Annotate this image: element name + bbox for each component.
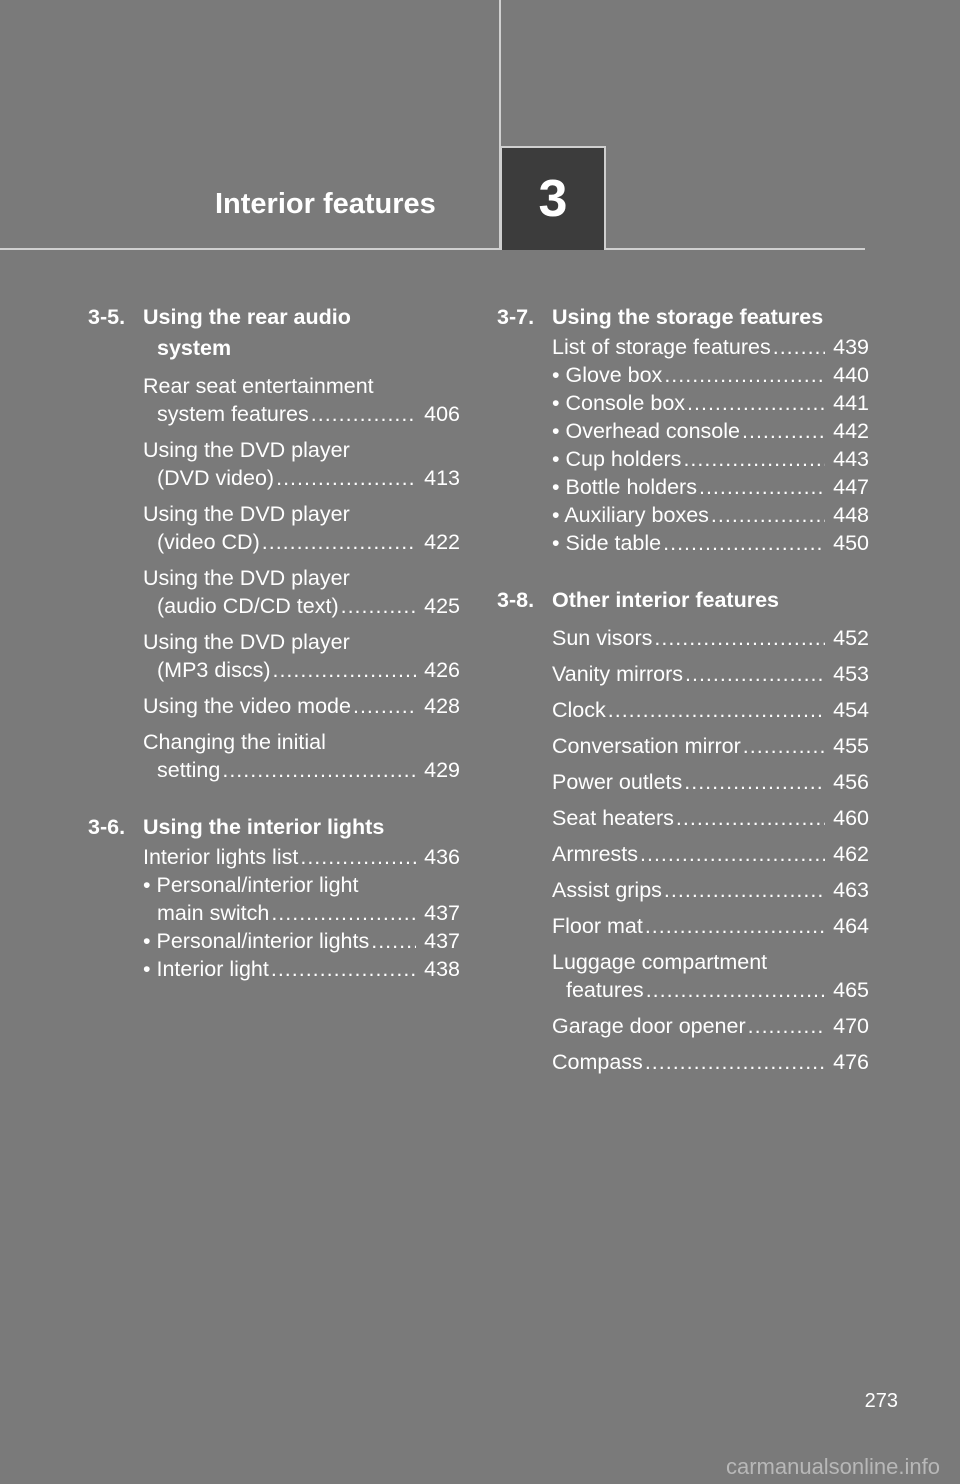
- toc-entry-line: [552, 501, 869, 529]
- chapter-number: 3: [538, 170, 568, 228]
- dot-leader: [685, 660, 825, 688]
- toc-entry-line: [143, 372, 460, 400]
- toc-entry-line: [552, 768, 869, 796]
- toc-entry[interactable]: [552, 389, 869, 417]
- dot-leader: [645, 912, 825, 940]
- toc-entry-title: Luggage compartment: [552, 950, 768, 974]
- toc-entry-title-continuation: (MP3 discs): [157, 658, 271, 682]
- toc-entry-line: [143, 692, 460, 720]
- toc-entry-title: Power outlets: [552, 770, 683, 794]
- dot-leader: [311, 400, 416, 428]
- dot-leader: [742, 417, 825, 445]
- toc-entry-title: • Bottle holders: [552, 475, 697, 499]
- toc-entry[interactable]: [143, 871, 460, 927]
- dot-leader: [654, 624, 825, 652]
- toc-entry-page: 439: [833, 335, 869, 359]
- dot-leader: [271, 899, 416, 927]
- toc-entry-line: [143, 843, 460, 871]
- toc-entry-title: List of storage features: [552, 335, 771, 359]
- dot-leader: [222, 756, 416, 784]
- toc-entry-page: 413: [424, 466, 460, 490]
- dot-leader: [353, 692, 416, 720]
- toc-entry-page: 436: [424, 845, 460, 869]
- toc-entry-page: 438: [424, 957, 460, 981]
- toc-entry-page: 460: [833, 806, 869, 830]
- toc-entry[interactable]: [143, 628, 460, 684]
- toc-entry-line: [143, 628, 460, 656]
- toc-entry-page: 455: [833, 734, 869, 758]
- toc-entry[interactable]: [552, 473, 869, 501]
- toc-entry-line: [552, 624, 869, 652]
- toc-entry[interactable]: [552, 1048, 869, 1076]
- toc-entry-line: [143, 871, 460, 899]
- toc-entry-page: 464: [833, 914, 869, 938]
- toc-entry[interactable]: [143, 955, 460, 983]
- toc-entry-line: [143, 500, 460, 528]
- section-title: Using the interior lights: [143, 815, 385, 839]
- toc-entry-line: [552, 389, 869, 417]
- toc-entry-line: [143, 592, 460, 620]
- toc-entry[interactable]: [552, 696, 869, 724]
- toc-entry-page: 443: [833, 447, 869, 471]
- dot-leader: [608, 696, 825, 724]
- toc-entry-page: 406: [424, 402, 460, 426]
- toc-entry-title: Floor mat: [552, 914, 643, 938]
- toc-entry[interactable]: [552, 948, 869, 1004]
- dot-leader: [664, 361, 825, 389]
- toc-entry-title: Rear seat entertainment: [143, 374, 374, 398]
- toc-entry-title-continuation: features: [566, 978, 644, 1002]
- toc-entry-title: • Auxiliary boxes: [552, 503, 709, 527]
- toc-entry[interactable]: [552, 840, 869, 868]
- toc-entry-line: [552, 473, 869, 501]
- toc-entry-line: [552, 732, 869, 760]
- dot-leader: [743, 732, 825, 760]
- toc-entry-page: 447: [833, 475, 869, 499]
- toc-entry-line: [143, 564, 460, 592]
- toc-entry[interactable]: [143, 728, 460, 784]
- toc-entry[interactable]: [552, 732, 869, 760]
- chapter-number-tab: [500, 146, 606, 250]
- dot-leader: [699, 473, 825, 501]
- toc-entry[interactable]: [552, 912, 869, 940]
- toc-entry-title: Using the DVD player: [143, 502, 350, 526]
- toc-entry-line: [552, 417, 869, 445]
- toc-entry-page: 437: [424, 929, 460, 953]
- toc-entry-title: • Console box: [552, 391, 686, 415]
- section-heading: [88, 812, 460, 843]
- toc-entry[interactable]: [143, 843, 460, 871]
- toc-entry[interactable]: [552, 417, 869, 445]
- toc-entry-title: Clock: [552, 698, 606, 722]
- toc-entry-line: [143, 400, 460, 428]
- dot-leader: [773, 333, 825, 361]
- dot-leader: [687, 389, 825, 417]
- dot-leader: [676, 804, 825, 832]
- toc-entry-line: [143, 728, 460, 756]
- toc-entry[interactable]: [143, 927, 460, 955]
- toc-entry-title-continuation: setting: [157, 758, 221, 782]
- toc-entry-page: 441: [833, 391, 869, 415]
- toc-entry-title-continuation: (DVD video): [157, 466, 275, 490]
- toc-entry-line: [552, 445, 869, 473]
- toc-entry-line: [143, 464, 460, 492]
- dot-leader: [341, 592, 416, 620]
- toc-entry-page: 440: [833, 363, 869, 387]
- section-title-continuation: system: [157, 336, 232, 360]
- toc-entry-page: 437: [424, 901, 460, 925]
- dot-leader: [645, 1048, 825, 1076]
- dot-leader: [640, 840, 825, 868]
- toc-entry-title: Armrests: [552, 842, 638, 866]
- page-number: 273: [864, 1390, 898, 1412]
- toc-entry-title-continuation: main switch: [157, 901, 270, 925]
- toc-entry-title: Vanity mirrors: [552, 662, 684, 686]
- toc-entry-title: Changing the initial: [143, 730, 326, 754]
- toc-entry-title: Seat heaters: [552, 806, 674, 830]
- dot-leader: [371, 927, 416, 955]
- dot-leader: [300, 843, 416, 871]
- section-3-5: [88, 302, 460, 784]
- toc-entry-page: 465: [833, 978, 869, 1002]
- toc-entry-line: [552, 912, 869, 940]
- toc-entry-page: 425: [424, 594, 460, 618]
- section-heading: [497, 302, 869, 333]
- toc-entry[interactable]: [143, 500, 460, 556]
- dot-leader: [684, 768, 825, 796]
- toc-entry-line: [552, 660, 869, 688]
- section-3-6: [88, 812, 460, 983]
- toc-entry-page: 429: [424, 758, 460, 782]
- toc-entry-line: [552, 1012, 869, 1040]
- toc-entry-page: 428: [424, 694, 460, 718]
- section-heading: [497, 585, 869, 616]
- toc-entry[interactable]: [143, 564, 460, 620]
- dot-leader: [646, 976, 825, 1004]
- toc-entry-title: Using the DVD player: [143, 630, 350, 654]
- toc-entry-line: [552, 804, 869, 832]
- section-number: 3-8.: [497, 588, 535, 612]
- toc-entry-title: Assist grips: [552, 878, 662, 902]
- toc-entry-title-continuation: (video CD): [157, 530, 260, 554]
- toc-entry[interactable]: [552, 1012, 869, 1040]
- toc-entry-page: 470: [833, 1014, 869, 1038]
- toc-entry-title: • Interior light: [143, 957, 269, 981]
- toc-entry-line: [552, 948, 869, 976]
- toc-entry[interactable]: [552, 804, 869, 832]
- section-number: 3-6.: [88, 815, 126, 839]
- toc-entry-title: • Side table: [552, 531, 662, 555]
- toc-entry[interactable]: [143, 436, 460, 492]
- toc-entry-line: [143, 955, 460, 983]
- toc-entry-line: [143, 927, 460, 955]
- toc-entry[interactable]: [552, 333, 869, 361]
- dot-leader: [276, 464, 416, 492]
- toc-entry-title: • Personal/interior lights: [143, 929, 370, 953]
- section-number: 3-5.: [88, 305, 126, 329]
- toc-entry[interactable]: [552, 445, 869, 473]
- toc-entry[interactable]: [552, 624, 869, 652]
- toc-entry[interactable]: [552, 501, 869, 529]
- toc-entry-title: Using the DVD player: [143, 566, 350, 590]
- section-title: Using the rear audio: [143, 305, 351, 329]
- toc-entry-title: Interior lights list: [143, 845, 299, 869]
- dot-leader: [664, 876, 825, 904]
- toc-entry[interactable]: [552, 361, 869, 389]
- toc-entry-line: [552, 876, 869, 904]
- toc-entry-title-continuation: (audio CD/CD text): [157, 594, 339, 618]
- toc-entry-title: Compass: [552, 1050, 643, 1074]
- toc-entry-line: [552, 696, 869, 724]
- toc-entry-page: 450: [833, 531, 869, 555]
- toc-entry-line: [552, 1048, 869, 1076]
- toc-entry-title: • Overhead console: [552, 419, 740, 443]
- toc-entry[interactable]: [143, 692, 460, 720]
- section-title: Using the storage features: [552, 305, 824, 329]
- watermark: carmanualsonline.info: [725, 1454, 940, 1479]
- toc-entry-title: • Glove box: [552, 363, 663, 387]
- toc-entry-page: 456: [833, 770, 869, 794]
- toc-entry-title: Using the video mode: [143, 694, 351, 718]
- dot-leader: [748, 1012, 825, 1040]
- toc-entry-title: Sun visors: [552, 626, 653, 650]
- chapter-title: Interior features: [215, 188, 436, 220]
- toc-entry-line: [143, 656, 460, 684]
- toc-entry-line: [552, 840, 869, 868]
- toc-entry-page: 448: [833, 503, 869, 527]
- toc-entry-title: Garage door opener: [552, 1014, 746, 1038]
- dot-leader: [683, 445, 825, 473]
- toc-entry-title: Conversation mirror: [552, 734, 741, 758]
- toc-entry-page: 454: [833, 698, 869, 722]
- dot-leader: [711, 501, 825, 529]
- toc-entry-page: 476: [833, 1050, 869, 1074]
- header-horizontal-rule: [0, 248, 865, 250]
- section-title: Other interior features: [552, 588, 779, 612]
- dot-leader: [272, 656, 416, 684]
- toc-entry-page: 452: [833, 626, 869, 650]
- toc-entry-title: • Personal/interior light: [143, 873, 359, 897]
- toc-entry-page: 422: [424, 530, 460, 554]
- section-3-8: [497, 585, 869, 1076]
- toc-entry[interactable]: [552, 529, 869, 557]
- toc-entry-line: [552, 976, 869, 1004]
- toc-entry-line: [143, 436, 460, 464]
- dot-leader: [663, 529, 825, 557]
- toc-left-column: [88, 302, 460, 983]
- section-3-7: [497, 302, 869, 557]
- toc-entry-page: 426: [424, 658, 460, 682]
- toc-entry[interactable]: [552, 768, 869, 796]
- toc-entry[interactable]: [552, 660, 869, 688]
- toc-entry-line: [552, 361, 869, 389]
- toc-entry-title: Using the DVD player: [143, 438, 350, 462]
- toc-entry-page: 462: [833, 842, 869, 866]
- toc-entry-line: [143, 528, 460, 556]
- toc-entry-line: [552, 333, 869, 361]
- toc-entry-title: • Cup holders: [552, 447, 682, 471]
- toc-entry[interactable]: [552, 876, 869, 904]
- toc-entry-line: [143, 899, 460, 927]
- toc-right-column: [497, 302, 869, 1076]
- toc-entry-title-continuation: system features: [157, 402, 309, 426]
- section-number: 3-7.: [497, 305, 535, 329]
- dot-leader: [262, 528, 416, 556]
- dot-leader: [271, 955, 416, 983]
- toc-entry[interactable]: [143, 372, 460, 428]
- toc-entry-line: [143, 756, 460, 784]
- toc-entry-page: 453: [833, 662, 869, 686]
- toc-entry-line: [552, 529, 869, 557]
- toc-entry-page: 463: [833, 878, 869, 902]
- toc-entry-page: 442: [833, 419, 869, 443]
- section-heading: [88, 302, 460, 333]
